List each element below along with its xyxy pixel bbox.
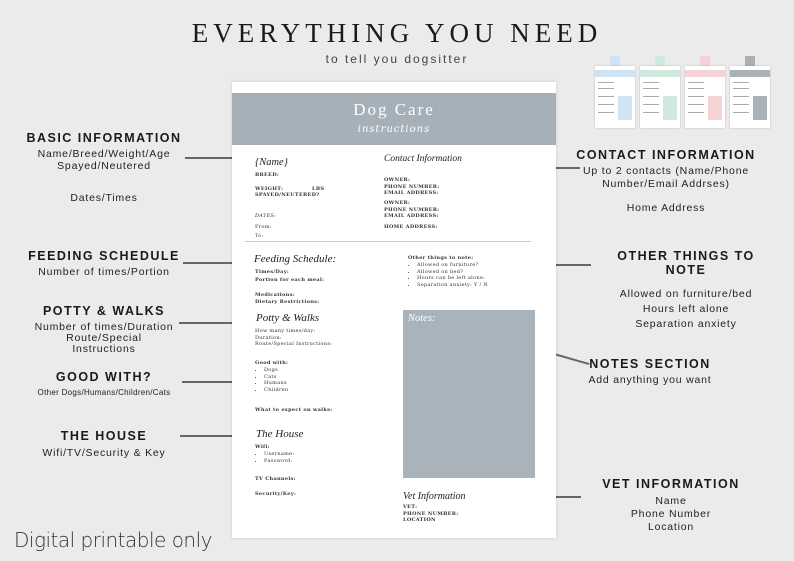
list-item: • Children [264, 387, 288, 394]
dates-field: DATES: [255, 213, 277, 219]
other-things-title: Other things to note: [408, 255, 474, 261]
other-things-list [408, 262, 488, 288]
thumbnail-line [643, 96, 659, 97]
walk-expectations-field: What to expect on walks: [255, 407, 333, 413]
thumbnail-notes [618, 96, 632, 120]
email-field: EMAIL ADDRESS: [384, 213, 439, 219]
lbs-unit: LBS [312, 186, 325, 192]
label-line: Other Dogs/Humans/Children/Cats [37, 388, 171, 397]
label-line: Instructions [72, 343, 136, 355]
color-tab-blue [610, 56, 620, 66]
dog-name-field: {Name} [255, 157, 288, 168]
thumbnail-notes [663, 96, 677, 120]
vet-section-title: Vet Information [403, 491, 466, 502]
to-field: To: [255, 233, 264, 239]
list-item: • Allowed on bed? [417, 269, 488, 276]
label-vet-information [581, 477, 761, 533]
sheet-subtitle: instructions [357, 124, 431, 135]
thumbnail-notes [708, 96, 722, 120]
phone-field: PHONE NUMBER: [384, 183, 440, 190]
label-title: FEEDING SCHEDULE [28, 249, 180, 263]
potty-fields [255, 328, 332, 348]
label-line: Name [655, 495, 687, 507]
label-line: Separation anxiety [635, 318, 737, 330]
dog-care-sheet [232, 82, 556, 538]
label-title: VET INFORMATION [602, 477, 740, 491]
list-item: • Allowed on furniture? [417, 262, 488, 269]
thumbnail-line [733, 104, 749, 105]
thumbnail-notes [753, 96, 767, 120]
label-line: Name/Breed/Weight/Age [37, 148, 171, 160]
route-field: Route/Special Instructions: [255, 341, 333, 347]
phone-field: PHONE NUMBER: [384, 206, 440, 213]
label-line: Hours left alone [642, 303, 730, 315]
thumbnail-line [643, 82, 659, 83]
page-subheading: to tell you dogsitter [325, 52, 469, 66]
security-key-field: Security/Key: [255, 491, 297, 497]
thumbnail-line [643, 104, 659, 105]
label-line: Allowed on furniture/bed [619, 288, 753, 300]
label-title: GOOD WITH? [55, 370, 153, 384]
thumbnail-line [598, 88, 614, 89]
house-section-title: The House [256, 428, 304, 440]
weight-field: WEIGHT: [255, 186, 284, 192]
label-line: Number/Email Addrses) [602, 178, 730, 190]
thumbnail-line [688, 82, 704, 83]
label-notes-section [560, 357, 740, 386]
label-line: Phone Number [630, 508, 712, 520]
list-item: • Cats [264, 374, 288, 381]
spayed-field: SPAYED/NEUTERED? [255, 192, 320, 198]
times-day-field: Times/Day: [255, 269, 290, 275]
thumbnail-header [730, 70, 770, 77]
thumbnail-green [640, 66, 680, 128]
label-line: Home Address [626, 202, 706, 214]
section-divider [245, 241, 531, 242]
label-basic-information [14, 131, 194, 204]
thumbnail-line [598, 96, 614, 97]
label-title: POTTY & WALKS [42, 304, 166, 318]
thumbnail-gray [730, 66, 770, 128]
label-feeding-schedule [14, 249, 194, 278]
label-title: CONTACT INFORMATION [576, 148, 756, 162]
label-title: THE HOUSE [60, 429, 148, 443]
notes-label: Notes: [408, 313, 436, 324]
portion-field: Portion for each meal: [255, 277, 325, 283]
contact-section-title: Contact Information [384, 154, 462, 164]
breed-field: BREED: [255, 172, 279, 178]
thumbnail-line [733, 88, 749, 89]
dietary-field: Dietary Restrictions: [255, 299, 320, 305]
label-contact-information [576, 148, 756, 214]
owner-field: OWNER: [384, 200, 411, 206]
label-line: Location [647, 521, 695, 533]
digital-printable-note: Digital printable only [14, 528, 212, 552]
page-heading: EVERYTHING YOU NEED [191, 18, 603, 48]
label-line: Wifi/TV/Security & Key [42, 447, 166, 459]
label-other-things [596, 249, 776, 330]
list-item: • Dogs [264, 367, 288, 374]
from-field: From: [255, 224, 272, 230]
thumbnail-header [595, 70, 635, 77]
notes-box [403, 310, 535, 478]
sheet-title: Dog Care [353, 100, 435, 119]
contact-block-1 [384, 177, 439, 197]
thumbnail-line [688, 88, 704, 89]
thumbnail-line [643, 88, 659, 89]
wifi-field: Wifi: [255, 444, 270, 450]
color-tab-gray [745, 56, 755, 66]
label-title: BASIC INFORMATION [26, 131, 182, 145]
vet-location-field: LOCATION [403, 517, 436, 523]
list-item: • Hours can be left alone: [417, 275, 488, 282]
email-field: EMAIL ADDRESS: [384, 190, 439, 196]
vet-name-field: VET: [403, 504, 418, 510]
good-with-list [255, 367, 288, 393]
medications-field: Medications: [255, 292, 295, 298]
thumbnail-line [733, 112, 749, 113]
times-per-day-field: How many times/day: [255, 328, 316, 334]
owner-field: OWNER: [384, 177, 411, 183]
list-item: • Password: [264, 458, 294, 465]
label-line: Number of times/Duration [34, 321, 174, 333]
contact-block-2 [384, 200, 439, 220]
thumbnail-line [733, 82, 749, 83]
label-the-house [14, 429, 194, 459]
color-tab-green [655, 56, 665, 66]
feeding-section-title: Feeding Schedule: [254, 253, 337, 265]
potty-section-title: Potty & Walks [256, 312, 320, 324]
thumbnail-line [643, 112, 659, 113]
thumbnail-line [733, 96, 749, 97]
label-potty-walks [14, 304, 194, 355]
thumbnail-line [598, 104, 614, 105]
thumbnail-blue [595, 66, 635, 128]
label-title: NOTES SECTION [589, 357, 711, 371]
label-good-with [14, 370, 194, 399]
thumbnail-line [688, 104, 704, 105]
label-line: Route/Special [66, 332, 142, 344]
label-line: Dates/Times [70, 192, 138, 204]
list-item: • Humans [264, 380, 288, 387]
thumbnail-line [688, 96, 704, 97]
color-tab-pink [700, 56, 710, 66]
thumbnail-pink [685, 66, 725, 128]
good-with-title: Good with: [255, 360, 289, 366]
wifi-list [255, 451, 294, 464]
sheet-header-band [232, 93, 556, 145]
vet-fields [403, 504, 458, 524]
thumbnail-line [688, 112, 704, 113]
vet-phone-field: PHONE NUMBER: [403, 510, 459, 517]
list-item: • Separation anxiety: Y / N [417, 282, 488, 289]
label-line: Spayed/Neutered [57, 160, 151, 172]
label-line: Add anything you want [588, 374, 712, 386]
home-address-field: HOME ADDRESS: [384, 224, 438, 230]
thumbnail-header [640, 70, 680, 77]
label-line: Up to 2 contacts (Name/Phone [583, 165, 749, 177]
thumbnail-header [685, 70, 725, 77]
label-title: OTHER THINGS TO NOTE [617, 249, 755, 277]
tv-channels-field: TV Channels: [255, 476, 296, 482]
list-item: • Username: [264, 451, 294, 458]
thumbnail-line [598, 112, 614, 113]
label-line: Number of times/Portion [38, 266, 170, 278]
thumbnail-line [598, 82, 614, 83]
duration-field: Duration: [255, 334, 282, 341]
